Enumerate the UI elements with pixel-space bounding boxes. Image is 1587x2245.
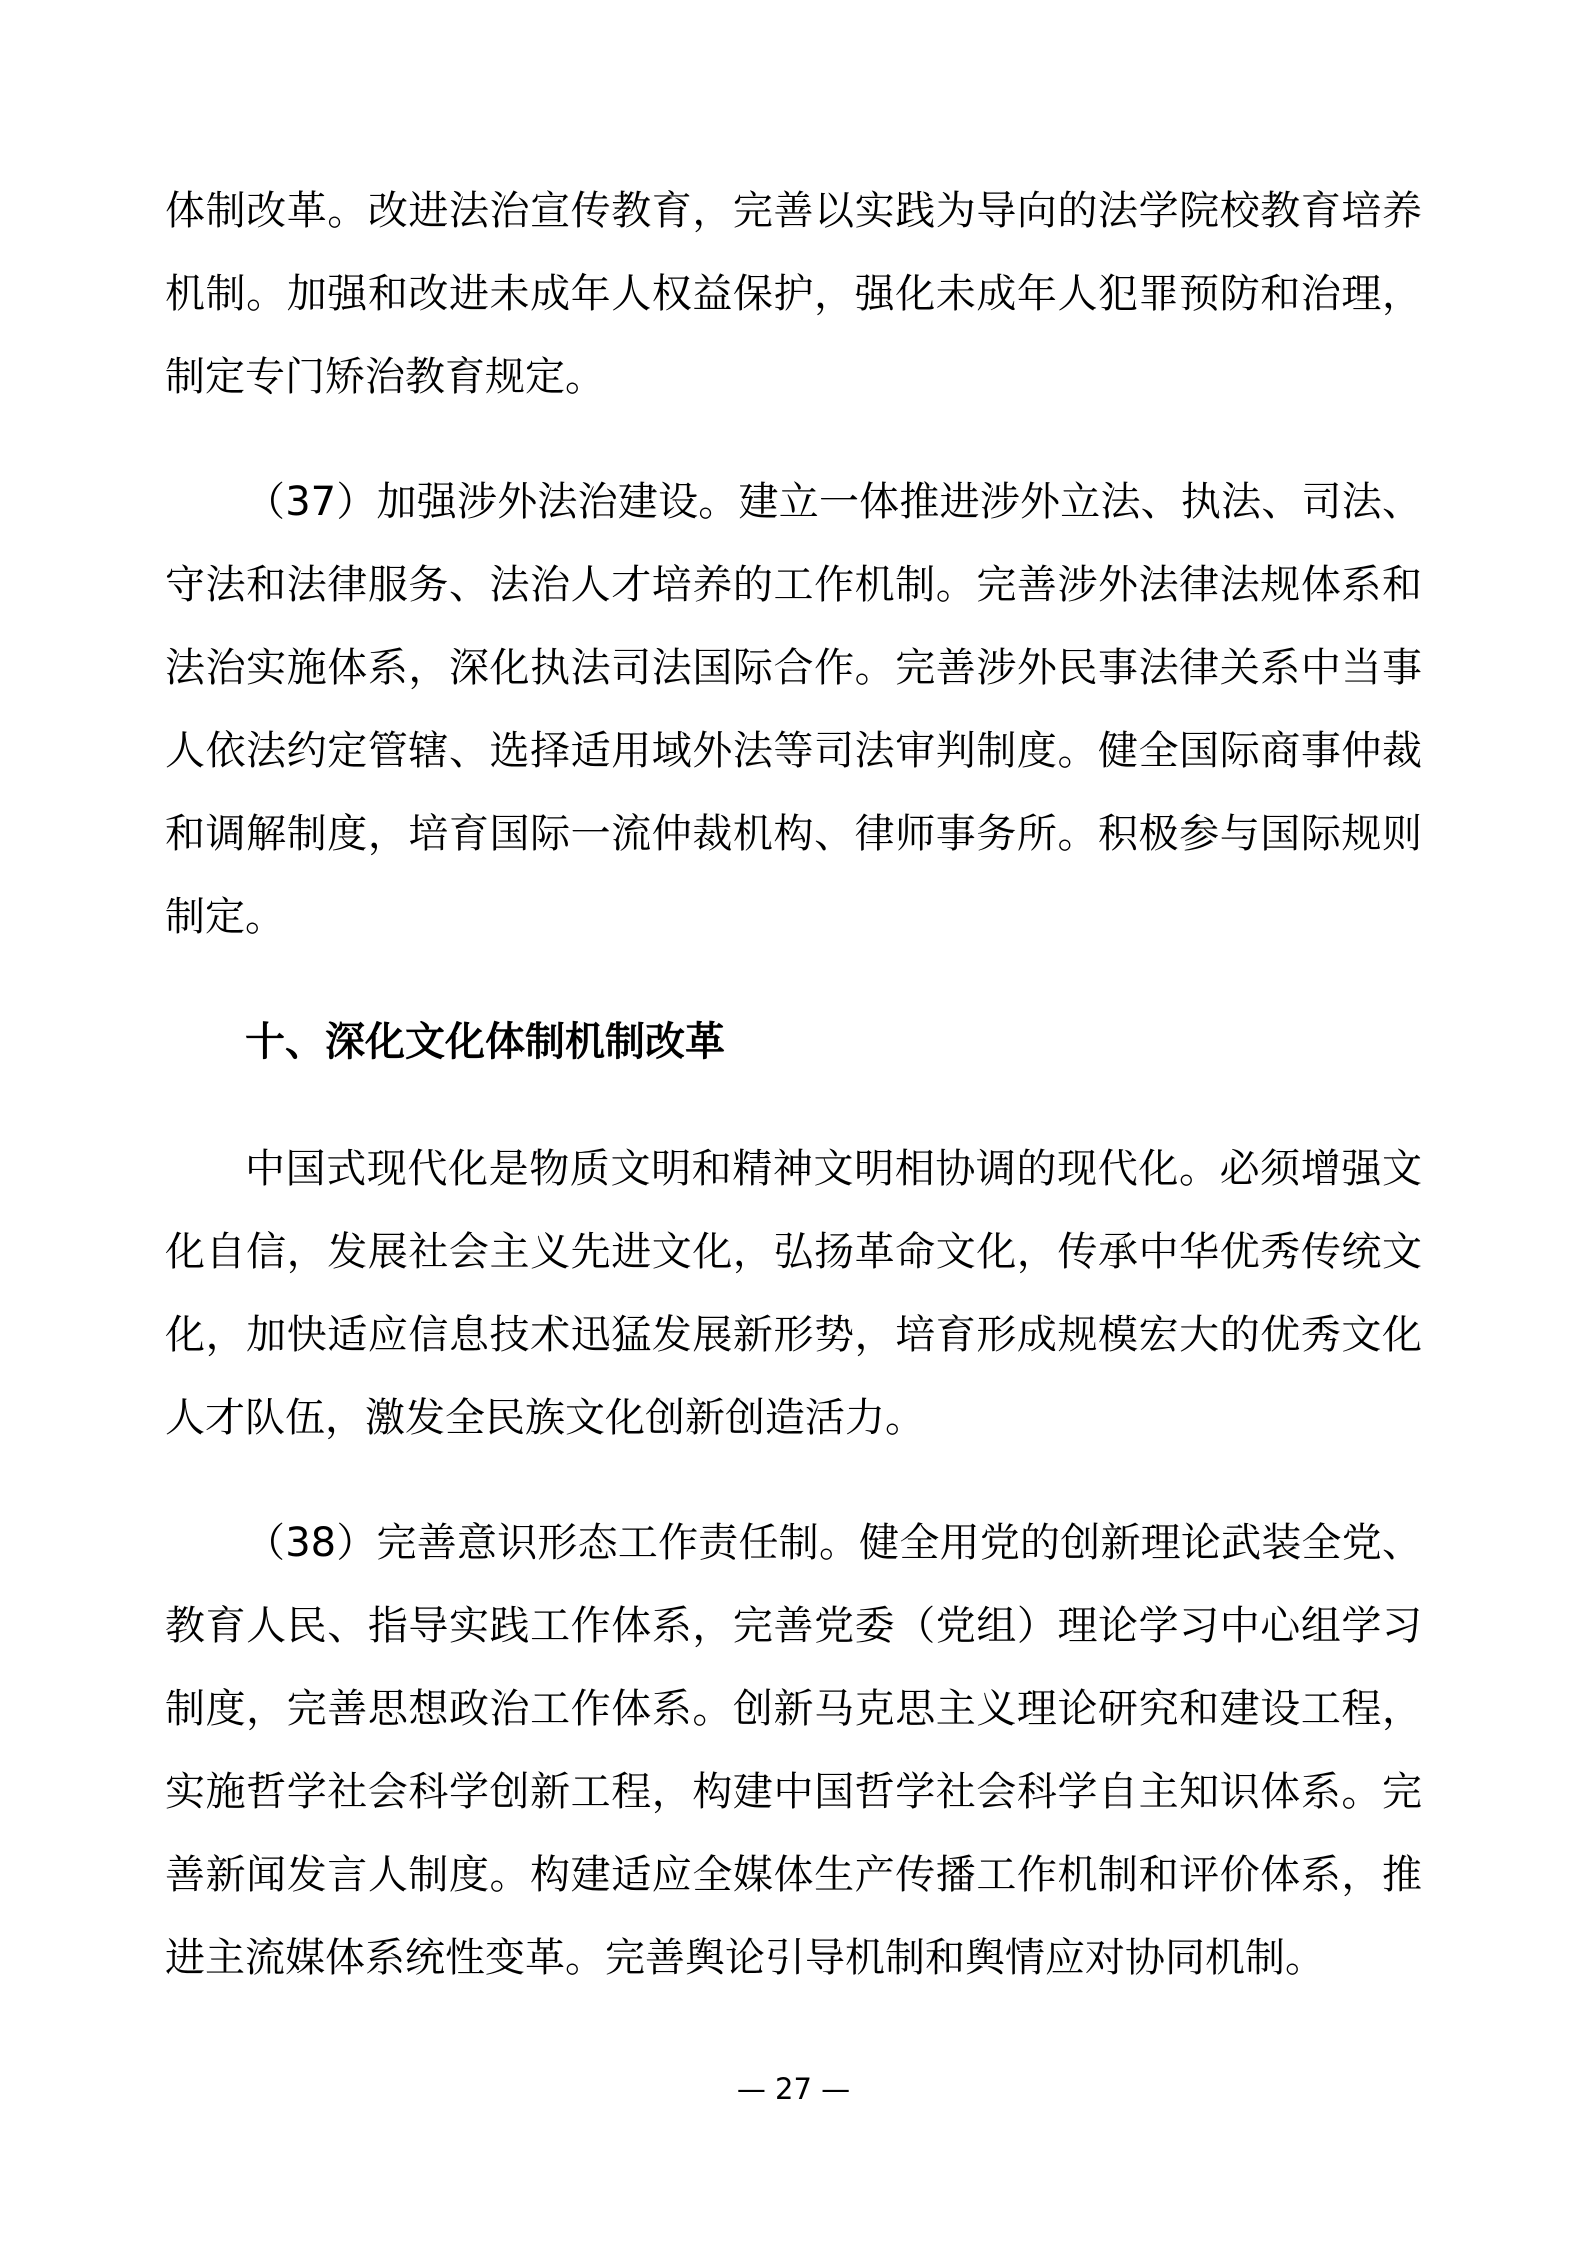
paragraph-continuation: 体制改革。改进法治宣传教育，完善以实践为导向的法学院校教育培养机制。加强和改进未成年人权益保护，强化未成年人犯罪预防和治理，制定专门矫治教育规定。 bbox=[165, 188, 1422, 400]
section-heading-10: 十、深化文化体制机制改革 bbox=[245, 1019, 725, 1065]
paragraph-section-intro: 中国式现代化是物质文明和精神文明相协调的现代化。必须增强文化自信，发展社会主义先进文化，弘扬革命文化，传承中华优秀传统文化，加快适应信息技术迅猛发展新形势，培育形成规模宏大的优秀文化人才队伍，激发全民族文化创新创造活力。 bbox=[165, 1146, 1422, 1441]
paragraph-item-37: （37）加强涉外法治建设。建立一体推进涉外立法、执法、司法、守法和法律服务、法治人才培养的工作机制。完善涉外法律法规体系和法治实施体系，深化执法司法国际合作。完善涉外民事法律关系中当事人依法约定管辖、选择适用域外法等司法审判制度。健全国际商事仲裁和调解制度，培育国际一流仲裁机构、律师事务所。积极参与国际规则制定。 bbox=[165, 479, 1422, 940]
page-footer bbox=[0, 2072, 1587, 2106]
page-number: — 27 — bbox=[736, 2072, 851, 2106]
document-body bbox=[165, 170, 1422, 2042]
paragraph-item-38: （38）完善意识形态工作责任制。健全用党的创新理论武装全党、教育人民、指导实践工作体系，完善党委（党组）理论学习中心组学习制度，完善思想政治工作体系。创新马克思主义理论研究和建设工程，实施哲学社会科学创新工程，构建中国哲学社会科学自主知识体系。完善新闻发言人制度。构建适应全媒体生产传播工作机制和评价体系，推进主流媒体系统性变革。完善舆论引导机制和舆情应对协同机制。 bbox=[165, 1520, 1422, 1981]
